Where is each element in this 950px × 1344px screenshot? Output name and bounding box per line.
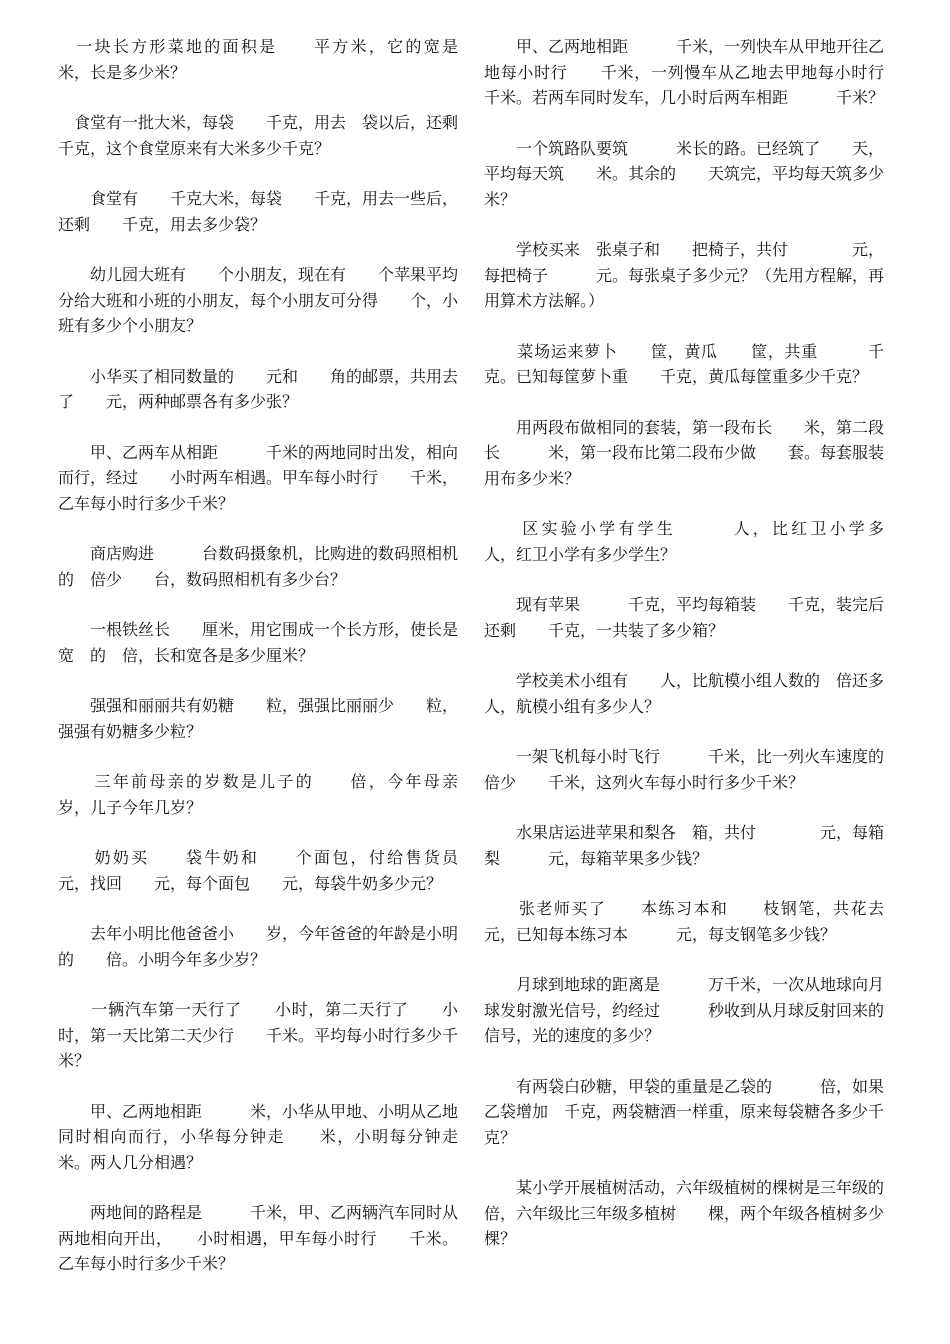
right-column bbox=[484, 34, 933, 1277]
word-problem: 去年小明比他爸爸小 岁，今年爸爸的年龄是小明的 倍。小明今年多少岁？ bbox=[58, 924, 459, 969]
word-problem: 一辆汽车第一天行了 小时，第二天行了 小时，第一天比第二天少行 千米。平均每小时行多少千米？ bbox=[58, 1000, 459, 1070]
word-problem: 有两袋白砂糖，甲袋的重量是乙袋的 倍，如果乙袋增加 千克，两袋糖酒一样重，原来每袋糖各多少千克？ bbox=[484, 1076, 885, 1147]
word-problem: 商店购进 台数码摄象机，比购进的数码照相机的 倍少 台，数码照相机有多少台？ bbox=[58, 544, 459, 589]
word-problem: 甲、乙两地相距 千米，一列快车从甲地开往乙地每小时行 千米，一列慢车从乙地去甲地每小时行 千米。若两车同时发车，几小时后两车相距 千米？ bbox=[484, 37, 917, 107]
word-problem: 强强和丽丽共有奶糖 粒，强强比丽丽少 粒，强强有奶糖多少粒？ bbox=[58, 696, 459, 741]
word-problem: 现有苹果 千克，平均每箱装 千克，装完后还剩 千克，一共装了多少箱？ bbox=[484, 595, 885, 640]
word-problem: 一个筑路队要筑 米长的路。已经筑了 天，平均每天筑 米。其余的 天筑完，平均每天筑多少米？ bbox=[484, 138, 885, 209]
word-problem: 幼儿园大班有 个小朋友，现在有 个苹果平均分给大班和小班的小朋友，每个小朋友可分得 个，小班有多少个小朋友？ bbox=[58, 265, 459, 335]
word-problem: 水果店运进苹果和梨各 箱，共付 元，每箱梨 元，每箱苹果多少钱？ bbox=[484, 823, 885, 868]
word-problem: 一架飞机每小时飞行 千米，比一列火车速度的 倍少 千米，这列火车每小时行多少千米？ bbox=[484, 747, 901, 792]
left-column bbox=[58, 34, 491, 1302]
word-problem: 甲、乙两地相距 米，小华从甲地、小明从乙地同时相向而行，小华每分钟走 米，小明每分钟走 米。两人几分相遇？ bbox=[58, 1101, 491, 1172]
word-problem: 食堂有 千克大米，每袋 千克，用去一些后，还剩 千克，用去多少袋？ bbox=[58, 189, 459, 234]
word-problem: 甲、乙两车从相距 千米的两地同时出发，相向而行，经过 小时两车相遇。甲车每小时行 千米，乙车每小时行多少千米？ bbox=[58, 442, 459, 513]
word-problem: 食堂有一批大米，每袋 千克，用去 袋以后，还剩 千克，这个食堂原来有大米多少千克？ bbox=[58, 113, 491, 158]
word-problem: 区实验小学有学生 人，比红卫小学多 人，红卫小学有多少学生？ bbox=[484, 519, 933, 564]
word-problem: 一块长方形菜地的面积是 平方米，它的宽是 米，长是多少米？ bbox=[58, 37, 491, 82]
word-problem: 某小学开展植树活动，六年级植树的棵树是三年级的 倍，六年级比三年级多植树 棵，两个年级各植树多少棵？ bbox=[484, 1178, 901, 1248]
word-problem: 小华买了相同数量的 元和 角的邮票，共用去了 元，两种邮票各有多少张？ bbox=[58, 366, 459, 411]
word-problem: 菜场运来萝卜 筐，黄瓜 筐，共重 千克。已知每筐萝卜重 千克，黄瓜每筐重多少千克？ bbox=[484, 341, 884, 386]
word-problem: 学校买来 张桌子和 把椅子，共付 元，每把椅子 元。每张桌子多少元？（先用方程解，再用算术方法解。） bbox=[484, 240, 885, 310]
word-problem: 奶奶买 袋牛奶和 个面包，付给售货员 元，找回 元，每个面包 元，每袋牛奶多少元？ bbox=[58, 848, 491, 893]
word-problem: 用两段布做相同的套装，第一段布长 米，第二段长 米，第一段布比第二段布少做 套。每套服装用布多少米？ bbox=[484, 417, 885, 488]
word-problem: 两地间的路程是 千米，甲、乙两辆汽车同时从两地相向开出， 小时相遇，甲车每小时行 千米。乙车每小时行多少千米？ bbox=[58, 1203, 459, 1273]
word-problem: 张老师买了 本练习本和 枝钢笔，共花去 元，已知每本练习本 元，每支钢笔多少钱？ bbox=[484, 899, 917, 944]
word-problem: 月球到地球的距离是 万千米，一次从地球向月球发射激光信号，约经过 秒收到从月球反射回来的信号，光的速度的多少？ bbox=[484, 975, 885, 1045]
word-problem: 三年前母亲的岁数是儿子的 倍，今年母亲 岁，儿子今年几岁？ bbox=[58, 772, 491, 817]
word-problem: 学校美术小组有 人，比航模小组人数的 倍还多 人，航模小组有多少人？ bbox=[484, 671, 901, 716]
word-problem: 一根铁丝长 厘米，用它围成一个长方形，使长是宽 的 倍，长和宽各是多少厘米？ bbox=[58, 620, 459, 665]
